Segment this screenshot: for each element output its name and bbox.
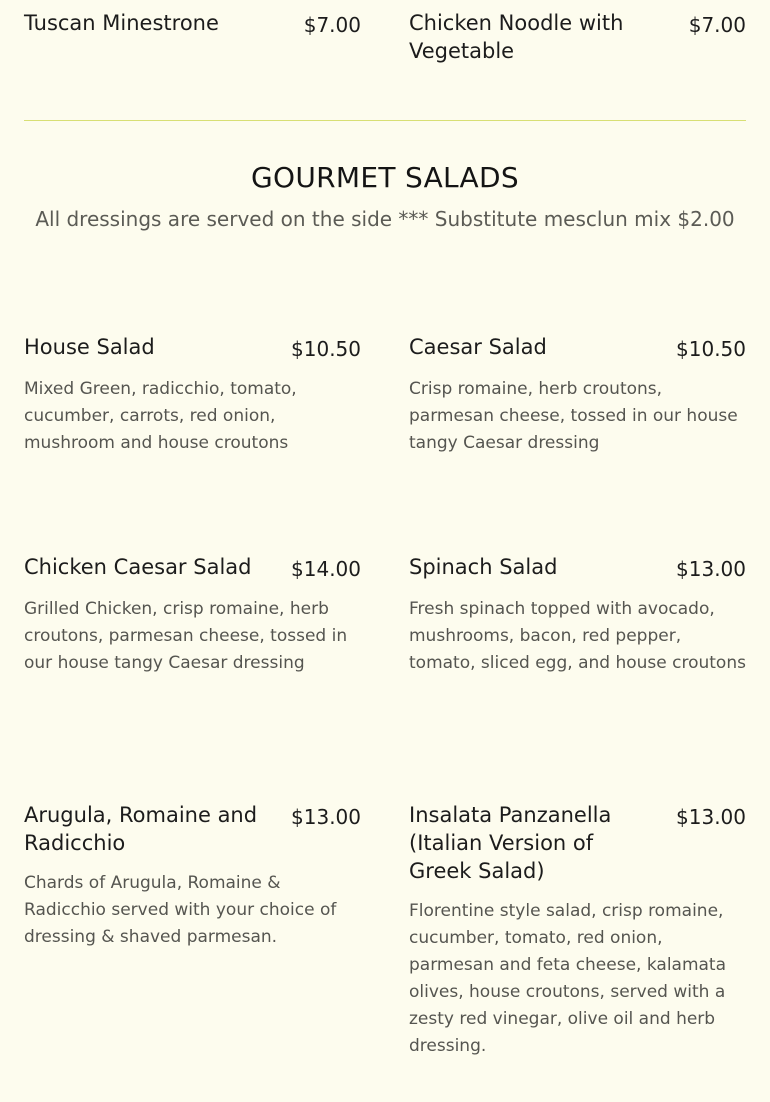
item-name: Chicken Noodle with Vegetable <box>409 11 624 63</box>
item-name: Caesar Salad <box>409 335 547 359</box>
section-title: GOURMET SALADS <box>251 161 519 194</box>
salad-row <box>24 553 746 677</box>
menu-item <box>409 553 746 677</box>
item-price: $7.00 <box>303 13 361 37</box>
item-name: Arugula, Romaine and Radicchio <box>24 803 258 855</box>
item-description: Fresh spinach topped with avocado, mushrooms, bacon, red pepper, tomato, sliced egg, and house croutons <box>409 599 746 673</box>
item-description: Florentine style salad, crisp romaine, cucumber, tomato, red onion, parmesan and feta cheese, kalamata olives, house croutons, served with a zesty red vinegar, olive oil and herb dressing. <box>409 901 727 1056</box>
menu-item-header <box>24 9 361 39</box>
item-name: House Salad <box>24 335 155 359</box>
item-name: Spinach Salad <box>409 555 558 579</box>
menu-item-header <box>409 801 746 885</box>
menu-item <box>24 9 361 65</box>
soup-row <box>24 9 746 65</box>
item-description: Mixed Green, radicchio, tomato, cucumber, carrots, red onion, mushroom and house croutons <box>24 379 297 453</box>
item-price: $14.00 <box>291 557 361 581</box>
salad-row <box>24 801 746 1060</box>
menu-item <box>409 333 746 457</box>
item-description: Chards of Arugula, Romaine & Radicchio served with your choice of dressing & shaved parmesan. <box>24 873 337 947</box>
menu-item <box>409 9 746 65</box>
item-price: $13.00 <box>676 557 746 581</box>
item-price: $7.00 <box>688 13 746 37</box>
menu-item-header <box>409 333 746 363</box>
menu-item-header <box>409 9 746 65</box>
item-description: Crisp romaine, herb croutons, parmesan cheese, tossed in our house tangy Caesar dressing <box>409 379 738 453</box>
item-price: $13.00 <box>676 805 746 829</box>
menu-item <box>24 333 361 457</box>
item-name: Chicken Caesar Salad <box>24 555 252 579</box>
menu-item <box>409 801 746 1060</box>
menu-item-header <box>24 801 361 857</box>
item-price: $10.50 <box>676 337 746 361</box>
section-note: All dressings are served on the side *** Substitute mesclun mix $2.00 <box>35 207 735 231</box>
menu-item-header <box>409 553 746 583</box>
menu-item-header <box>24 553 361 583</box>
menu-item <box>24 801 361 1060</box>
item-price: $10.50 <box>291 337 361 361</box>
menu-item <box>24 553 361 677</box>
section-divider <box>24 120 746 121</box>
item-price: $13.00 <box>291 805 361 829</box>
salad-row <box>24 333 746 457</box>
menu-item-header <box>24 333 361 363</box>
item-description: Grilled Chicken, crisp romaine, herb croutons, parmesan cheese, tossed in our house tangy Caesar dressing <box>24 599 348 673</box>
item-name: Tuscan Minestrone <box>24 11 219 35</box>
item-name: Insalata Panzanella (Italian Version of Greek Salad) <box>409 803 612 883</box>
